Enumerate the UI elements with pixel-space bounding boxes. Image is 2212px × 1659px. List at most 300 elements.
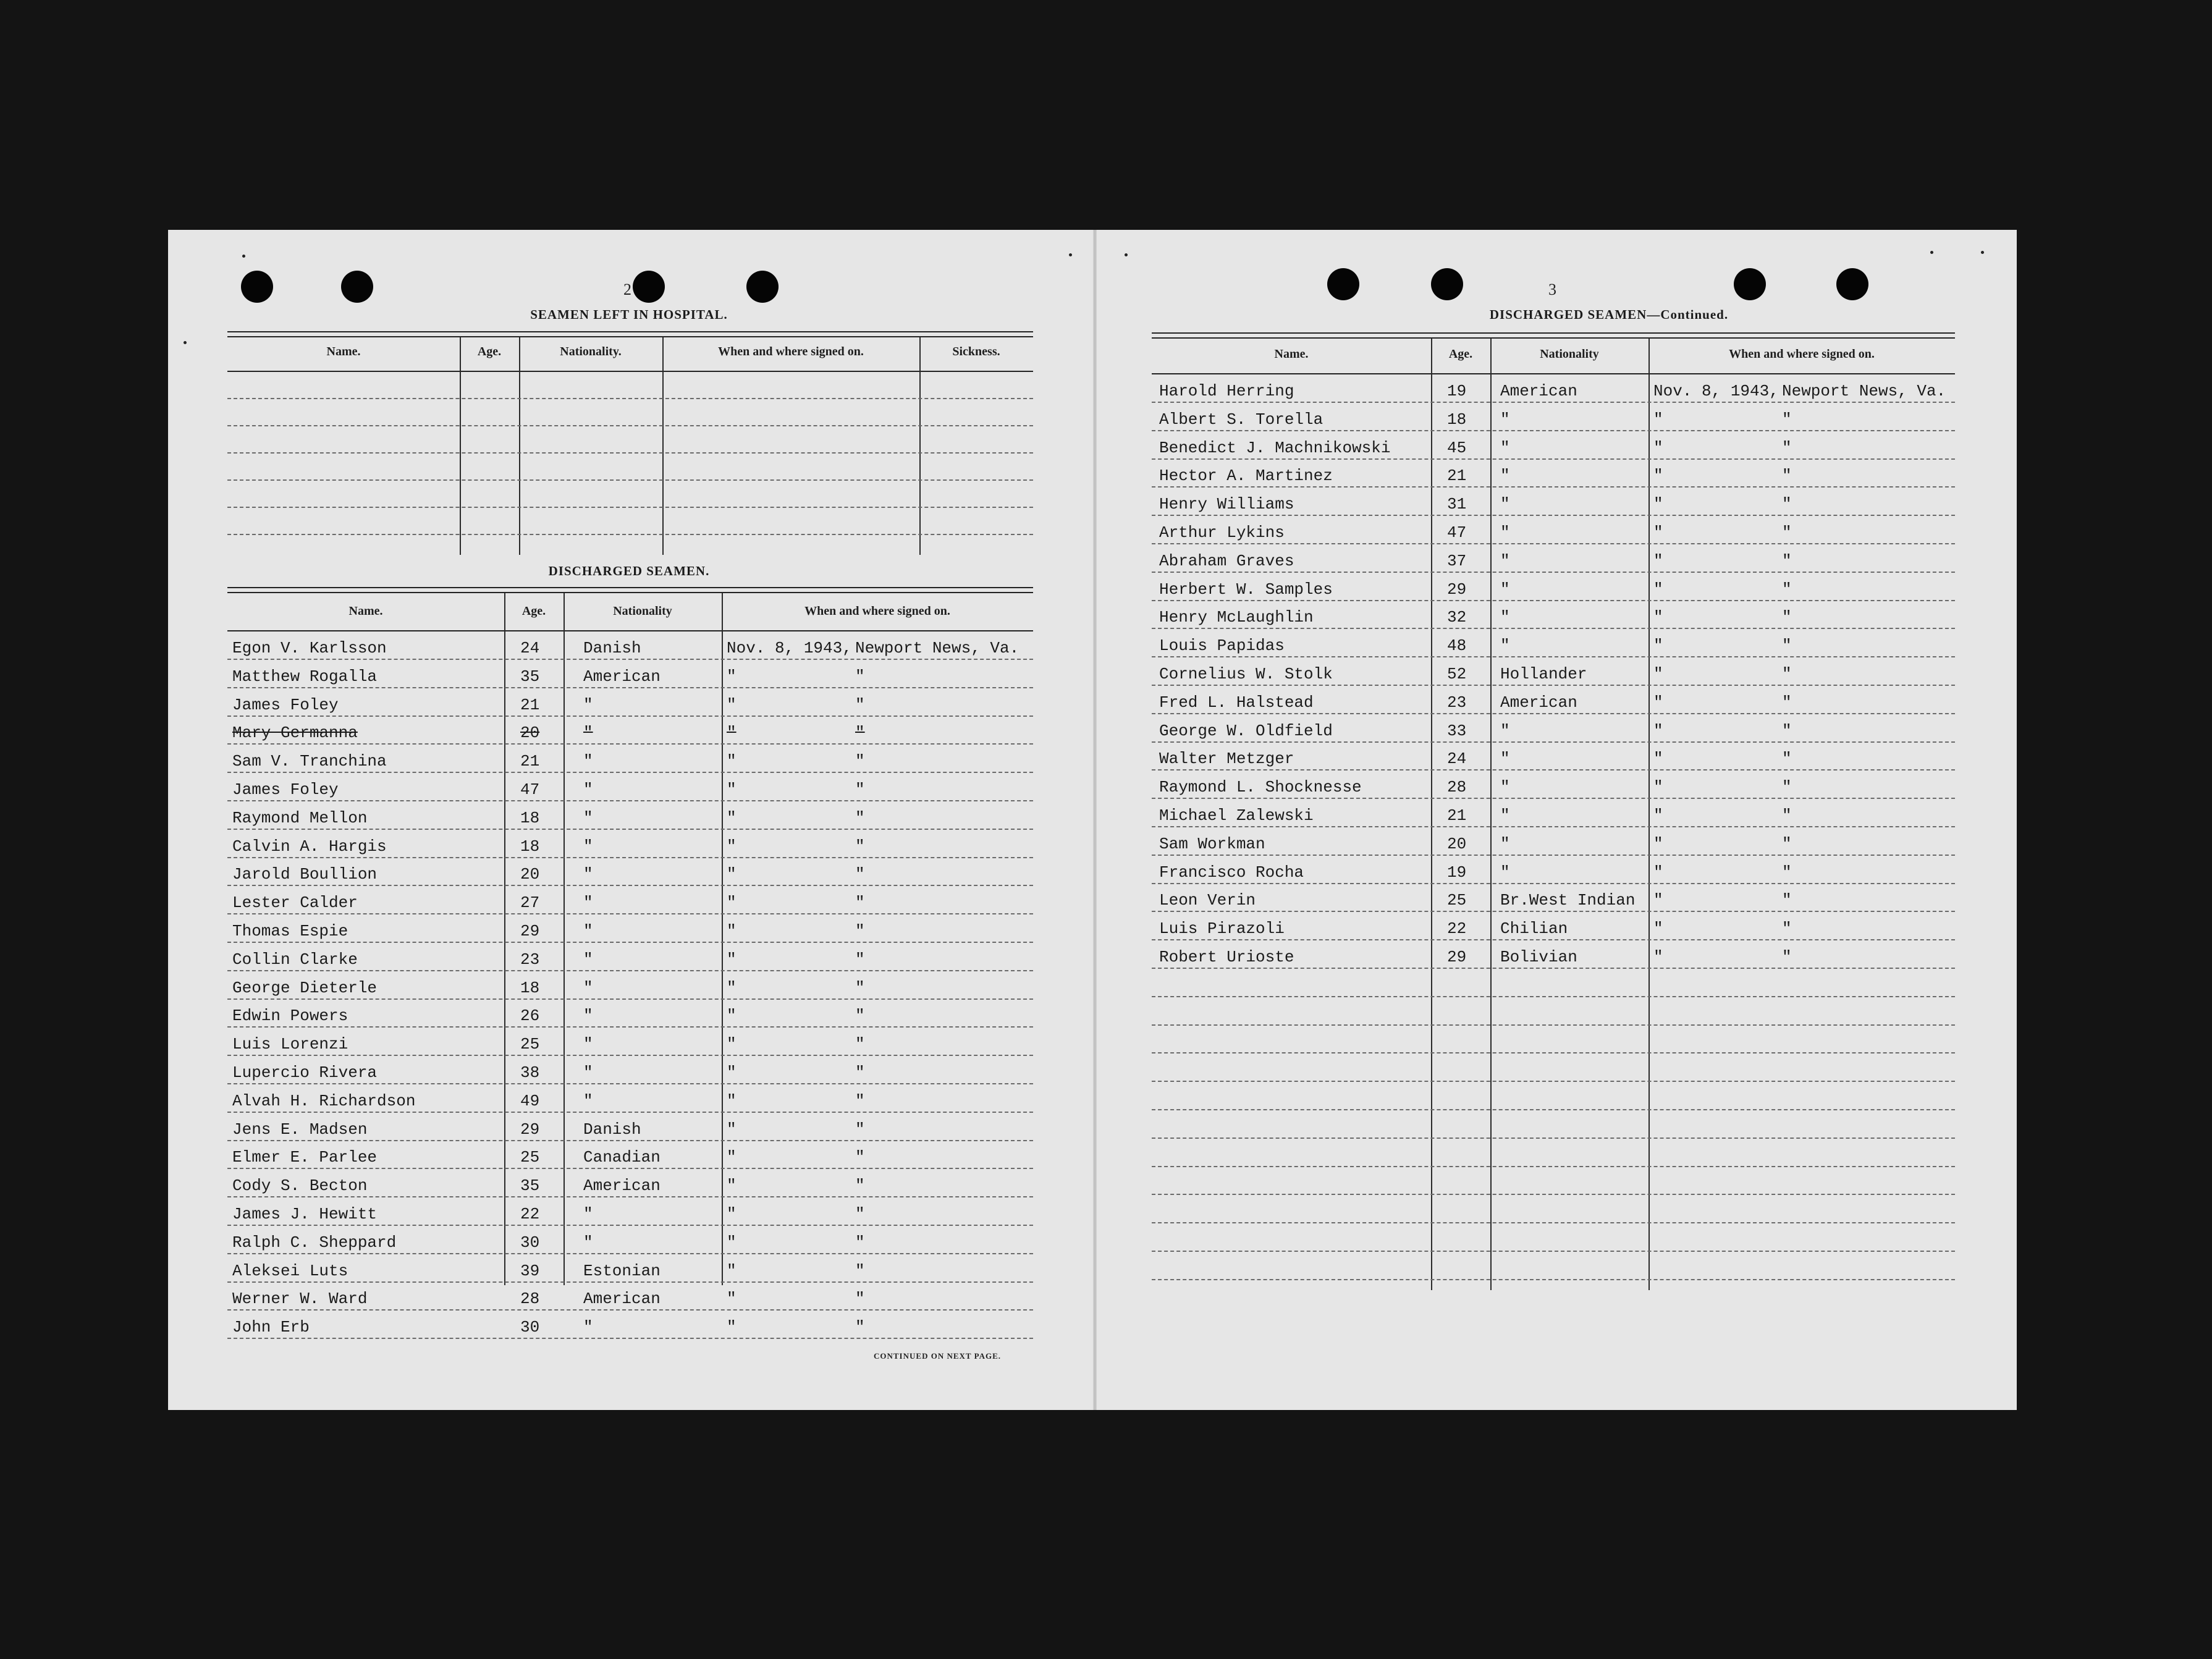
signed-on-place: "	[1782, 749, 1792, 769]
blank-row	[1152, 968, 1955, 997]
seaman-nationality: "	[583, 1091, 593, 1110]
seaman-nationality: Canadian	[583, 1148, 661, 1167]
col-header-name: Name.	[348, 604, 383, 618]
col-header-age: Age.	[521, 604, 546, 618]
seaman-nationality: "	[1500, 466, 1510, 486]
seaman-age: 23	[520, 950, 540, 969]
continued-note: CONTINUED ON NEXT PAGE.	[874, 1351, 1001, 1361]
blank-row	[227, 400, 1033, 426]
seaman-age: 33	[1447, 721, 1467, 740]
signed-on-date: "	[727, 1007, 737, 1026]
col-header-sickness: Sickness.	[952, 345, 1000, 358]
seaman-name: Louis Papidas	[1159, 636, 1285, 656]
seaman-nationality: American	[1500, 693, 1577, 712]
seaman-name: James Foley	[232, 780, 339, 799]
blank-row	[1152, 1166, 1955, 1196]
speck	[1069, 253, 1072, 256]
seaman-nationality: "	[583, 1007, 593, 1026]
seaman-nationality: "	[583, 1233, 593, 1252]
seaman-age: 26	[520, 1007, 540, 1026]
seaman-name: Raymond L. Shocknesse	[1159, 778, 1362, 797]
signed-on-date: "	[1653, 947, 1663, 966]
signed-on-date: "	[1653, 466, 1663, 486]
seaman-name: Aleksei Luts	[232, 1261, 348, 1280]
seaman-name: Thomas Espie	[232, 921, 348, 940]
table-row	[227, 630, 1033, 660]
signed-on-place: "	[855, 1007, 865, 1026]
seaman-name: Cornelius W. Stolk	[1159, 664, 1333, 683]
signed-on-date: "	[727, 1148, 737, 1167]
speck	[242, 255, 245, 258]
seaman-age: 24	[520, 638, 540, 657]
signed-on-place: "	[855, 978, 865, 997]
seaman-name: George W. Oldfield	[1159, 721, 1333, 740]
seaman-nationality: "	[1500, 863, 1510, 882]
punch-hole	[241, 271, 273, 303]
table-row	[1152, 798, 1955, 827]
seaman-nationality: Danish	[583, 1120, 641, 1139]
signed-on-place: "	[1782, 466, 1792, 486]
page-number: 3	[1548, 281, 1556, 298]
signed-on-place: "	[1782, 551, 1792, 570]
table-row	[1152, 458, 1955, 488]
seaman-age: 47	[520, 780, 540, 799]
signed-on-date: "	[727, 752, 737, 771]
seaman-age: 35	[520, 1176, 540, 1196]
blank-row	[1152, 1194, 1955, 1223]
signed-on-place: "	[855, 837, 865, 856]
seaman-nationality: "	[1500, 551, 1510, 570]
signed-on-date: "	[727, 1290, 737, 1309]
seaman-nationality: "	[1500, 495, 1510, 514]
seaman-name: Edwin Powers	[232, 1007, 348, 1026]
blank-row	[1152, 1024, 1955, 1054]
seaman-age: 49	[520, 1091, 540, 1110]
blank-row	[1152, 1052, 1955, 1082]
seaman-name: Arthur Lykins	[1159, 523, 1285, 542]
table-row	[1152, 572, 1955, 601]
punch-hole	[341, 271, 373, 303]
signed-on-date: "	[1653, 495, 1663, 514]
table-row	[1152, 883, 1955, 913]
seaman-age: 23	[1447, 693, 1467, 712]
seaman-age: 21	[520, 752, 540, 771]
signed-on-date: "	[1653, 778, 1663, 797]
signed-on-date: "	[727, 695, 737, 714]
signed-on-date: "	[1653, 693, 1663, 712]
col-header-age: Age.	[477, 345, 502, 358]
table-row	[227, 1112, 1033, 1141]
table-row	[227, 829, 1033, 858]
seaman-age: 20	[520, 865, 540, 884]
seaman-name: Francisco Rocha	[1159, 863, 1304, 882]
signed-on-place: "	[1782, 919, 1792, 939]
hospital-section-title: SEAMEN LEFT IN HOSPITAL.	[530, 307, 728, 322]
signed-on-date: "	[1653, 919, 1663, 939]
punch-hole	[1431, 268, 1463, 300]
col-header-nationality: Nationality	[613, 604, 672, 618]
blank-row	[1152, 1081, 1955, 1110]
signed-on-place: "	[855, 1120, 865, 1139]
signed-on-date: "	[1653, 863, 1663, 882]
seaman-name: Raymond Mellon	[232, 808, 368, 827]
seaman-age: 25	[520, 1148, 540, 1167]
signed-on-date: "	[1653, 664, 1663, 683]
discharged-table-left	[227, 587, 1033, 1337]
seaman-name: Jens E. Madsen	[232, 1120, 368, 1139]
table-row	[227, 913, 1033, 943]
seaman-name: Hector A. Martinez	[1159, 466, 1333, 486]
signed-on-place: "	[855, 1091, 865, 1110]
seaman-nationality: "	[583, 921, 593, 940]
seaman-nationality: "	[1500, 834, 1510, 853]
signed-on-place: "	[1782, 580, 1792, 599]
signed-on-date: "	[1653, 636, 1663, 656]
blank-row	[227, 455, 1033, 481]
seaman-name: Henry Williams	[1159, 495, 1294, 514]
seaman-age: 21	[520, 695, 540, 714]
signed-on-date: "	[727, 865, 737, 884]
seaman-name: Alvah H. Richardson	[232, 1091, 416, 1110]
seaman-nationality: Estonian	[583, 1261, 661, 1280]
col-header-signed-on: When and where signed on.	[1729, 347, 1875, 361]
seaman-nationality: American	[583, 1290, 661, 1309]
table-row	[227, 743, 1033, 773]
signed-on-date: "	[1653, 608, 1663, 627]
signed-on-place: "	[1782, 806, 1792, 825]
table-row	[1152, 543, 1955, 573]
header-rule	[227, 371, 1033, 372]
seaman-name: Cody S. Becton	[232, 1176, 368, 1196]
seaman-nationality: "	[583, 695, 593, 714]
seaman-age: 45	[1447, 438, 1467, 457]
seaman-nationality: "	[583, 893, 593, 913]
seaman-name: Fred L. Halstead	[1159, 693, 1314, 712]
seaman-nationality: "	[583, 950, 593, 969]
signed-on-date: "	[727, 1204, 737, 1223]
seaman-age: 18	[520, 837, 540, 856]
signed-on-date: "	[727, 724, 737, 743]
signed-on-place: "	[1782, 693, 1792, 712]
seaman-age: 29	[520, 1120, 540, 1139]
signed-on-place: Newport News, Va.	[855, 638, 1019, 657]
signed-on-place: "	[855, 808, 865, 827]
seaman-name: Egon V. Karlsson	[232, 638, 387, 657]
seaman-age: 18	[520, 978, 540, 997]
signed-on-date: "	[1653, 721, 1663, 740]
table-row	[227, 1225, 1033, 1254]
seaman-nationality: "	[583, 837, 593, 856]
page-number: 2	[623, 281, 631, 298]
seaman-nationality: "	[1500, 721, 1510, 740]
signed-on-place: "	[855, 950, 865, 969]
signed-on-place: "	[855, 1261, 865, 1280]
signed-on-date: "	[1653, 523, 1663, 542]
table-row	[227, 772, 1033, 801]
seaman-age: 29	[520, 921, 540, 940]
signed-on-place: "	[1782, 863, 1792, 882]
table-row	[1152, 911, 1955, 940]
signed-on-place: "	[1782, 495, 1792, 514]
table-row	[227, 998, 1033, 1028]
seaman-name: Collin Clarke	[232, 950, 358, 969]
table-row	[1152, 600, 1955, 630]
signed-on-date: "	[727, 1233, 737, 1252]
signed-on-place: "	[1782, 721, 1792, 740]
signed-on-date: "	[727, 1261, 737, 1280]
signed-on-date: "	[1653, 891, 1663, 910]
blank-row	[227, 373, 1033, 399]
seaman-nationality: "	[1500, 580, 1510, 599]
seaman-name: Werner W. Ward	[232, 1290, 368, 1309]
signed-on-place: "	[855, 1318, 865, 1337]
table-row	[1152, 713, 1955, 743]
seaman-age: 25	[1447, 891, 1467, 910]
seaman-age: 31	[1447, 495, 1467, 514]
table-row	[1152, 486, 1955, 516]
seaman-name: Leon Verin	[1159, 891, 1256, 910]
table-row	[1152, 769, 1955, 799]
signed-on-place: "	[1782, 438, 1792, 457]
seaman-nationality: "	[583, 978, 593, 997]
signed-on-place: "	[1782, 664, 1792, 683]
signed-on-date: "	[1653, 580, 1663, 599]
signed-on-date: "	[727, 808, 737, 827]
table-top-rule	[227, 587, 1033, 593]
signed-on-date: "	[727, 667, 737, 686]
seaman-age: 20	[1447, 834, 1467, 853]
seaman-age: 20	[520, 724, 540, 743]
seaman-name: Walter Metzger	[1159, 749, 1294, 769]
seaman-name: Calvin A. Hargis	[232, 837, 387, 856]
discharged-section-title: DISCHARGED SEAMEN.	[548, 564, 710, 578]
signed-on-date: "	[727, 1091, 737, 1110]
seaman-name: Jarold Boullion	[232, 865, 378, 884]
signed-on-place: "	[855, 695, 865, 714]
seaman-name: Mary Germanna	[232, 724, 358, 743]
seaman-age: 39	[520, 1261, 540, 1280]
table-row	[227, 1281, 1033, 1311]
signed-on-date: "	[1653, 438, 1663, 457]
seaman-name: Benedict J. Machnikowski	[1159, 438, 1391, 457]
table-row	[227, 1253, 1033, 1283]
seaman-nationality: "	[583, 724, 593, 743]
seaman-age: 27	[520, 893, 540, 913]
seaman-age: 18	[520, 808, 540, 827]
seaman-nationality: "	[1500, 438, 1510, 457]
seaman-nationality: "	[1500, 778, 1510, 797]
table-row	[1152, 515, 1955, 544]
table-row	[1152, 741, 1955, 771]
speck	[1981, 251, 1984, 254]
blank-row	[227, 509, 1033, 535]
table-row	[1152, 656, 1955, 686]
seaman-nationality: American	[1500, 381, 1577, 400]
signed-on-place: "	[855, 1176, 865, 1196]
seaman-age: 18	[1447, 410, 1467, 429]
seaman-nationality: "	[583, 1035, 593, 1054]
seaman-name: Michael Zalewski	[1159, 806, 1314, 825]
seaman-age: 52	[1447, 664, 1467, 683]
seaman-age: 30	[520, 1233, 540, 1252]
signed-on-place: "	[1782, 636, 1792, 656]
seaman-name: Matthew Rogalla	[232, 667, 378, 686]
seaman-age: 48	[1447, 636, 1467, 656]
signed-on-place: "	[855, 1035, 865, 1054]
signed-on-date: "	[727, 1035, 737, 1054]
signed-on-date: "	[727, 893, 737, 913]
punch-hole	[746, 271, 779, 303]
seaman-nationality: "	[1500, 523, 1510, 542]
signed-on-place: "	[1782, 523, 1792, 542]
seaman-name: Henry McLaughlin	[1159, 608, 1314, 627]
seaman-age: 30	[520, 1318, 540, 1337]
discharged-table-right	[1152, 332, 1955, 1296]
seaman-nationality: "	[583, 1063, 593, 1082]
signed-on-place: "	[855, 667, 865, 686]
signed-on-place: "	[855, 921, 865, 940]
table-row	[227, 1026, 1033, 1056]
signed-on-date: "	[1653, 834, 1663, 853]
seaman-name: James J. Hewitt	[232, 1204, 378, 1223]
seaman-name: Elmer E. Parlee	[232, 1148, 378, 1167]
table-row	[227, 687, 1033, 717]
seaman-age: 19	[1447, 381, 1467, 400]
blank-row	[227, 428, 1033, 454]
blank-row	[1152, 1138, 1955, 1167]
seaman-name: Sam Workman	[1159, 834, 1265, 853]
table-row	[227, 1168, 1033, 1197]
seaman-age: 22	[1447, 919, 1467, 939]
signed-on-place: "	[855, 724, 865, 743]
blank-row	[1152, 1109, 1955, 1139]
col-header-name: Name.	[1274, 347, 1309, 361]
signed-on-place: "	[1782, 834, 1792, 853]
table-row	[1152, 430, 1955, 460]
table-row	[227, 857, 1033, 887]
seaman-nationality: "	[583, 865, 593, 884]
punch-hole	[1836, 268, 1868, 300]
table-top-rule	[227, 331, 1033, 337]
seaman-name: Lester Calder	[232, 893, 358, 913]
table-row	[227, 942, 1033, 971]
document-spread	[168, 230, 2017, 1410]
signed-on-date: "	[727, 950, 737, 969]
seaman-nationality: "	[583, 1204, 593, 1223]
signed-on-date: "	[1653, 410, 1663, 429]
seaman-name: Luis Pirazoli	[1159, 919, 1285, 939]
signed-on-place: "	[1782, 608, 1792, 627]
seaman-age: 19	[1447, 863, 1467, 882]
table-row	[227, 659, 1033, 688]
signed-on-place: "	[1782, 778, 1792, 797]
signed-on-place: "	[855, 1063, 865, 1082]
speck	[1930, 251, 1933, 254]
speck	[1125, 253, 1128, 256]
center-fold	[1093, 230, 1097, 1410]
discharged-continued-title: DISCHARGED SEAMEN—Continued.	[1489, 307, 1729, 322]
signed-on-place: "	[855, 1204, 865, 1223]
table-row	[227, 970, 1033, 1000]
table-row	[227, 1196, 1033, 1226]
seaman-age: 28	[520, 1290, 540, 1309]
seaman-nationality: Br.West Indian	[1500, 891, 1636, 910]
seaman-age: 32	[1447, 608, 1467, 627]
seaman-nationality: American	[583, 1176, 661, 1196]
col-header-nationality: Nationality.	[560, 345, 622, 358]
col-header-name: Name.	[326, 345, 361, 358]
seaman-name: John Erb	[232, 1318, 310, 1337]
seaman-name: Abraham Graves	[1159, 551, 1294, 570]
signed-on-place: "	[855, 1148, 865, 1167]
seaman-nationality: Bolivian	[1500, 947, 1577, 966]
signed-on-date: "	[727, 1063, 737, 1082]
seaman-age: 29	[1447, 947, 1467, 966]
seaman-name: Herbert W. Samples	[1159, 580, 1333, 599]
signed-on-place: Newport News, Va.	[1782, 381, 1946, 400]
signed-on-date: "	[1653, 806, 1663, 825]
seaman-age: 47	[1447, 523, 1467, 542]
seaman-nationality: "	[583, 752, 593, 771]
col-header-age: Age.	[1448, 347, 1473, 361]
signed-on-date: "	[1653, 551, 1663, 570]
seaman-nationality: Chilian	[1500, 919, 1568, 939]
seaman-age: 25	[520, 1035, 540, 1054]
signed-on-date: "	[727, 1176, 737, 1196]
seaman-name: Albert S. Torella	[1159, 410, 1323, 429]
blank-row	[227, 482, 1033, 508]
table-row	[1152, 939, 1955, 969]
table-row	[227, 885, 1033, 914]
table-row	[227, 800, 1033, 830]
table-top-rule	[1152, 332, 1955, 339]
signed-on-date: "	[727, 1318, 737, 1337]
table-row	[1152, 373, 1955, 403]
table-row	[227, 1055, 1033, 1084]
col-header-nationality: Nationality	[1540, 347, 1599, 361]
seaman-name: Sam V. Tranchina	[232, 752, 387, 771]
seaman-name: George Dieterle	[232, 978, 378, 997]
signed-on-date: Nov. 8, 1943,	[727, 638, 852, 657]
seaman-age: 29	[1447, 580, 1467, 599]
seaman-age: 37	[1447, 551, 1467, 570]
seaman-name: Lupercio Rivera	[232, 1063, 378, 1082]
seaman-nationality: "	[1500, 410, 1510, 429]
seaman-name: James Foley	[232, 695, 339, 714]
seaman-name: Luis Lorenzi	[232, 1035, 348, 1054]
seaman-nationality: "	[583, 780, 593, 799]
signed-on-place: "	[1782, 947, 1792, 966]
blank-row	[1152, 996, 1955, 1026]
seaman-age: 21	[1447, 466, 1467, 486]
seaman-age: 28	[1447, 778, 1467, 797]
signed-on-date: Nov. 8, 1943,	[1653, 381, 1779, 400]
signed-on-place: "	[855, 752, 865, 771]
speck	[184, 341, 187, 344]
table-row	[227, 1140, 1033, 1170]
signed-on-place: "	[855, 893, 865, 913]
signed-on-date: "	[727, 1120, 737, 1139]
seaman-age: 22	[520, 1204, 540, 1223]
signed-on-date: "	[1653, 749, 1663, 769]
signed-on-place: "	[1782, 410, 1792, 429]
signed-on-date: "	[727, 780, 737, 799]
signed-on-place: "	[1782, 891, 1792, 910]
seaman-nationality: "	[1500, 806, 1510, 825]
seaman-nationality: "	[583, 808, 593, 827]
blank-row	[1152, 1251, 1955, 1280]
seaman-nationality: American	[583, 667, 661, 686]
